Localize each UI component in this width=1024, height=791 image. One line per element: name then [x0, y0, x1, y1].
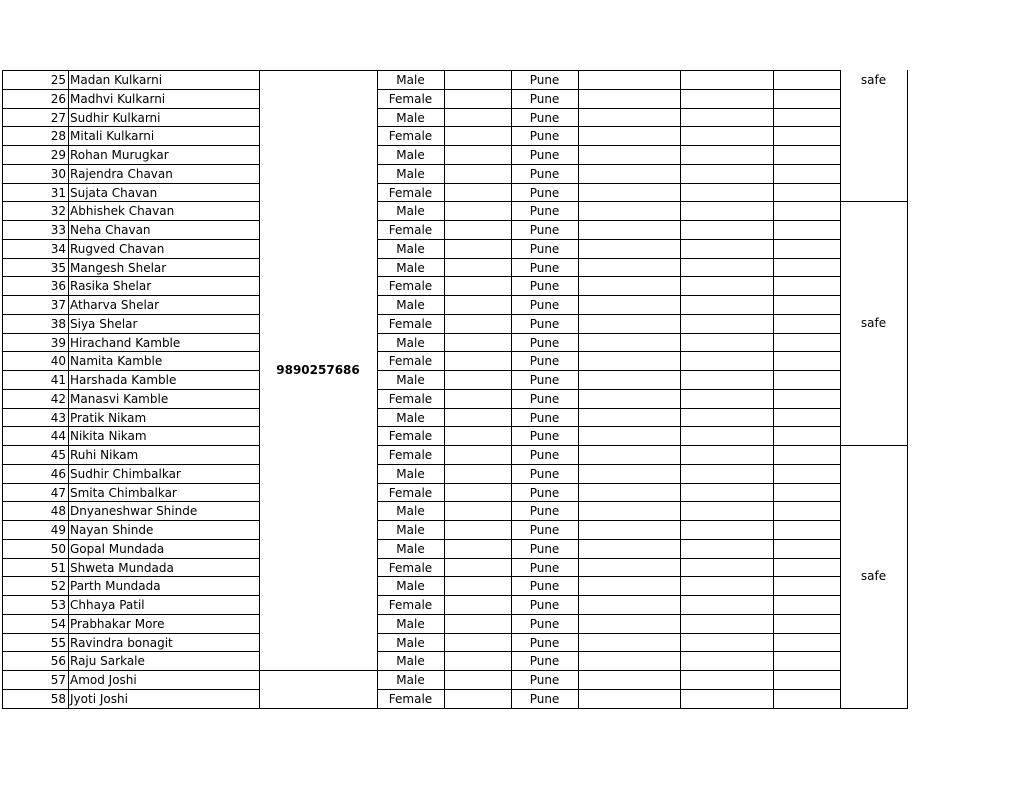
grid-line	[377, 314, 841, 315]
grid-line	[377, 426, 841, 427]
serial-number: 53	[50, 598, 66, 612]
gender: Male	[396, 110, 425, 125]
grid-line	[840, 201, 908, 202]
city: Pune	[529, 185, 560, 200]
grid-line	[377, 670, 841, 671]
grid-line	[377, 576, 841, 577]
gender: Male	[396, 73, 425, 87]
city: Pune	[529, 279, 560, 294]
member-name: Mangesh Shelar	[70, 260, 167, 275]
grid-line	[2, 408, 260, 409]
member-name: Mitali Kulkarni	[70, 129, 155, 144]
serial-number: 44	[50, 429, 66, 444]
serial-number: 33	[50, 223, 66, 237]
member-name: Harshada Kamble	[70, 373, 177, 387]
grid-line	[377, 501, 841, 502]
grid-line	[2, 314, 260, 315]
grid-line	[2, 651, 260, 652]
serial-number: 46	[50, 466, 66, 481]
serial-number: 41	[50, 373, 66, 387]
grid-line	[377, 145, 841, 146]
grid-line	[377, 483, 841, 484]
grid-line	[2, 239, 260, 240]
gender: Male	[396, 373, 425, 387]
city: Pune	[529, 579, 560, 594]
serial-number: 29	[50, 148, 66, 162]
grid-line	[2, 70, 260, 71]
grid-line	[2, 370, 260, 371]
member-name: Hirachand Kamble	[70, 335, 181, 350]
serial-number: 38	[50, 316, 66, 331]
grid-line	[377, 276, 841, 277]
grid-line	[444, 70, 445, 709]
grid-line	[2, 464, 260, 465]
grid-line	[2, 576, 260, 577]
serial-number: 37	[50, 298, 66, 312]
city: Pune	[529, 166, 560, 181]
grid-line	[377, 689, 841, 690]
grid-line	[2, 595, 260, 596]
grid-line	[2, 689, 260, 690]
grid-line	[377, 333, 841, 334]
gender: Male	[396, 148, 425, 162]
grid-line	[377, 295, 841, 296]
member-name: Abhishek Chavan	[70, 204, 175, 219]
gender: Female	[388, 279, 433, 294]
city: Pune	[529, 110, 560, 125]
gender: Female	[388, 129, 433, 144]
grid-line	[377, 108, 841, 109]
member-name: Madhvi Kulkarni	[70, 91, 166, 106]
grid-line	[2, 70, 3, 709]
serial-number: 55	[50, 635, 66, 650]
gender: Male	[396, 579, 425, 594]
status-label: safe	[860, 569, 887, 584]
member-name: Siya Shelar	[70, 316, 138, 331]
gender: Male	[396, 635, 425, 650]
grid-line	[2, 633, 260, 634]
serial-number: 58	[50, 691, 66, 706]
grid-line	[377, 220, 841, 221]
member-name: Namita Kamble	[70, 354, 163, 369]
member-name: Dnyaneshwar Shinde	[70, 504, 198, 519]
member-name: Prabhakar More	[70, 616, 165, 631]
member-name: Jyoti Joshi	[70, 691, 128, 706]
member-name: Raju Sarkale	[70, 654, 145, 669]
serial-number: 57	[50, 673, 66, 687]
grid-line	[377, 126, 841, 127]
city: Pune	[529, 541, 560, 556]
city: Pune	[529, 373, 560, 387]
city: Pune	[529, 148, 560, 162]
city: Pune	[529, 691, 560, 706]
grid-line	[2, 258, 260, 259]
gender: Female	[388, 354, 433, 369]
grid-line	[377, 370, 841, 371]
grid-line	[2, 276, 260, 277]
city: Pune	[529, 673, 560, 687]
city: Pune	[529, 298, 560, 312]
city: Pune	[529, 335, 560, 350]
member-name: Rohan Murugkar	[70, 148, 169, 162]
grid-line	[377, 445, 841, 446]
serial-number: 31	[50, 185, 66, 200]
grid-line	[2, 164, 260, 165]
gender: Female	[388, 185, 433, 200]
gender: Male	[396, 410, 425, 425]
grid-line	[377, 539, 841, 540]
member-name: Sudhir Chimbalkar	[70, 466, 181, 481]
city: Pune	[529, 598, 560, 612]
city: Pune	[529, 635, 560, 650]
grid-line	[377, 239, 841, 240]
member-name: Amod Joshi	[70, 673, 137, 687]
gender: Male	[396, 204, 425, 219]
member-name: Rugved Chavan	[70, 241, 165, 256]
grid-line	[2, 389, 260, 390]
serial-number: 54	[50, 616, 66, 631]
grid-line	[377, 351, 841, 352]
grid-line	[840, 445, 908, 446]
city: Pune	[529, 616, 560, 631]
city: Pune	[529, 410, 560, 425]
gender: Male	[396, 166, 425, 181]
member-name: Rasika Shelar	[70, 279, 152, 294]
serial-number: 35	[50, 260, 66, 275]
grid-line	[377, 258, 841, 259]
gender: Male	[396, 654, 425, 669]
city: Pune	[529, 560, 560, 575]
serial-number: 52	[50, 579, 66, 594]
grid-line	[2, 108, 260, 109]
city: Pune	[529, 504, 560, 519]
grid-line	[2, 220, 260, 221]
serial-number: 43	[50, 410, 66, 425]
grid-line	[259, 670, 378, 671]
city: Pune	[529, 129, 560, 144]
grid-line	[377, 633, 841, 634]
gender: Female	[388, 448, 433, 462]
grid-line	[377, 520, 841, 521]
grid-line	[907, 70, 908, 709]
gender: Female	[388, 316, 433, 331]
member-name: Parth Mundada	[70, 579, 161, 594]
gender: Male	[396, 335, 425, 350]
grid-line	[377, 183, 841, 184]
city: Pune	[529, 204, 560, 219]
serial-number: 47	[50, 485, 66, 500]
gender: Female	[388, 598, 433, 612]
grid-line	[2, 501, 260, 502]
grid-line	[578, 70, 579, 709]
grid-line	[259, 708, 378, 709]
gender: Female	[388, 91, 433, 106]
grid-line	[377, 708, 841, 709]
member-name: Rajendra Chavan	[70, 166, 173, 181]
grid-line	[259, 70, 378, 71]
grid-line	[2, 539, 260, 540]
grid-line	[377, 389, 841, 390]
member-name: Chhaya Patil	[70, 598, 145, 612]
city: Pune	[529, 91, 560, 106]
city: Pune	[529, 448, 560, 462]
grid-line	[840, 708, 908, 709]
gender: Male	[396, 241, 425, 256]
serial-number: 36	[50, 279, 66, 294]
grid-line	[377, 70, 378, 709]
serial-number: 42	[50, 391, 66, 406]
grid-line	[377, 70, 841, 71]
grid-line	[377, 201, 841, 202]
gender: Male	[396, 616, 425, 631]
member-name: Manasvi Kamble	[70, 391, 169, 406]
grid-line	[2, 183, 260, 184]
grid-line	[377, 595, 841, 596]
city: Pune	[529, 223, 560, 237]
grid-line	[2, 520, 260, 521]
gender: Male	[396, 523, 425, 537]
member-name: Nikita Nikam	[70, 429, 147, 444]
serial-number: 28	[50, 129, 66, 144]
city: Pune	[529, 485, 560, 500]
serial-number: 32	[50, 204, 66, 219]
gender: Female	[388, 560, 433, 575]
grid-line	[377, 558, 841, 559]
serial-number: 50	[50, 541, 66, 556]
member-name: Ravindra bonagit	[70, 635, 173, 650]
member-name: Smita Chimbalkar	[70, 485, 177, 500]
grid-line	[2, 426, 260, 427]
grid-line	[377, 614, 841, 615]
serial-number: 39	[50, 335, 66, 350]
grid-line	[2, 201, 260, 202]
city: Pune	[529, 391, 560, 406]
grid-line	[2, 614, 260, 615]
grid-line	[2, 445, 260, 446]
grid-line	[259, 70, 260, 709]
grid-line	[840, 70, 841, 709]
grid-line	[2, 351, 260, 352]
grid-line	[377, 408, 841, 409]
member-name: Pratik Nikam	[70, 410, 147, 425]
grid-line	[2, 89, 260, 90]
gender: Male	[396, 260, 425, 275]
serial-number: 26	[50, 91, 66, 106]
member-name: Atharva Shelar	[70, 298, 160, 312]
city: Pune	[529, 354, 560, 369]
grid-line	[377, 464, 841, 465]
serial-number: 48	[50, 504, 66, 519]
serial-number: 34	[50, 241, 66, 256]
member-name: Ruhi Nikam	[70, 448, 139, 462]
grid-line	[511, 70, 512, 709]
member-name: Sujata Chavan	[70, 185, 158, 200]
serial-number: 27	[50, 110, 66, 125]
serial-number: 45	[50, 448, 66, 462]
grid-line	[377, 89, 841, 90]
city: Pune	[529, 241, 560, 256]
gender: Female	[388, 223, 433, 237]
grid-line	[2, 295, 260, 296]
city: Pune	[529, 316, 560, 331]
member-name: Nayan Shinde	[70, 523, 154, 537]
grid-line	[377, 651, 841, 652]
member-name: Shweta Mundada	[70, 560, 174, 575]
grid-line	[2, 333, 260, 334]
serial-number: 25	[50, 73, 66, 87]
serial-number: 51	[50, 560, 66, 575]
grid-line	[2, 145, 260, 146]
serial-number: 40	[50, 354, 66, 369]
contact-number: 9890257686	[276, 363, 360, 377]
gender: Male	[396, 298, 425, 312]
grid-line	[2, 708, 260, 709]
serial-number: 56	[50, 654, 66, 669]
member-name: Madan Kulkarni	[70, 73, 163, 87]
member-name: Neha Chavan	[70, 223, 151, 237]
status-label: safe	[860, 73, 887, 87]
grid-line	[2, 670, 260, 671]
grid-line	[2, 483, 260, 484]
gender: Male	[396, 673, 425, 687]
city: Pune	[529, 260, 560, 275]
gender: Male	[396, 541, 425, 556]
gender: Female	[388, 485, 433, 500]
grid-line	[377, 164, 841, 165]
city: Pune	[529, 429, 560, 444]
gender: Female	[388, 429, 433, 444]
gender: Female	[388, 391, 433, 406]
member-name: Sudhir Kulkarni	[70, 110, 161, 125]
grid-line	[773, 70, 774, 709]
grid-line	[680, 70, 681, 709]
serial-number: 30	[50, 166, 66, 181]
city: Pune	[529, 466, 560, 481]
grid-line	[2, 558, 260, 559]
status-label: safe	[860, 316, 887, 331]
member-name: Gopal Mundada	[70, 541, 165, 556]
city: Pune	[529, 73, 560, 87]
gender: Male	[396, 504, 425, 519]
gender: Male	[396, 466, 425, 481]
city: Pune	[529, 523, 560, 537]
grid-line	[68, 70, 69, 709]
gender: Female	[388, 691, 433, 706]
serial-number: 49	[50, 523, 66, 537]
grid-line	[2, 126, 260, 127]
city: Pune	[529, 654, 560, 669]
